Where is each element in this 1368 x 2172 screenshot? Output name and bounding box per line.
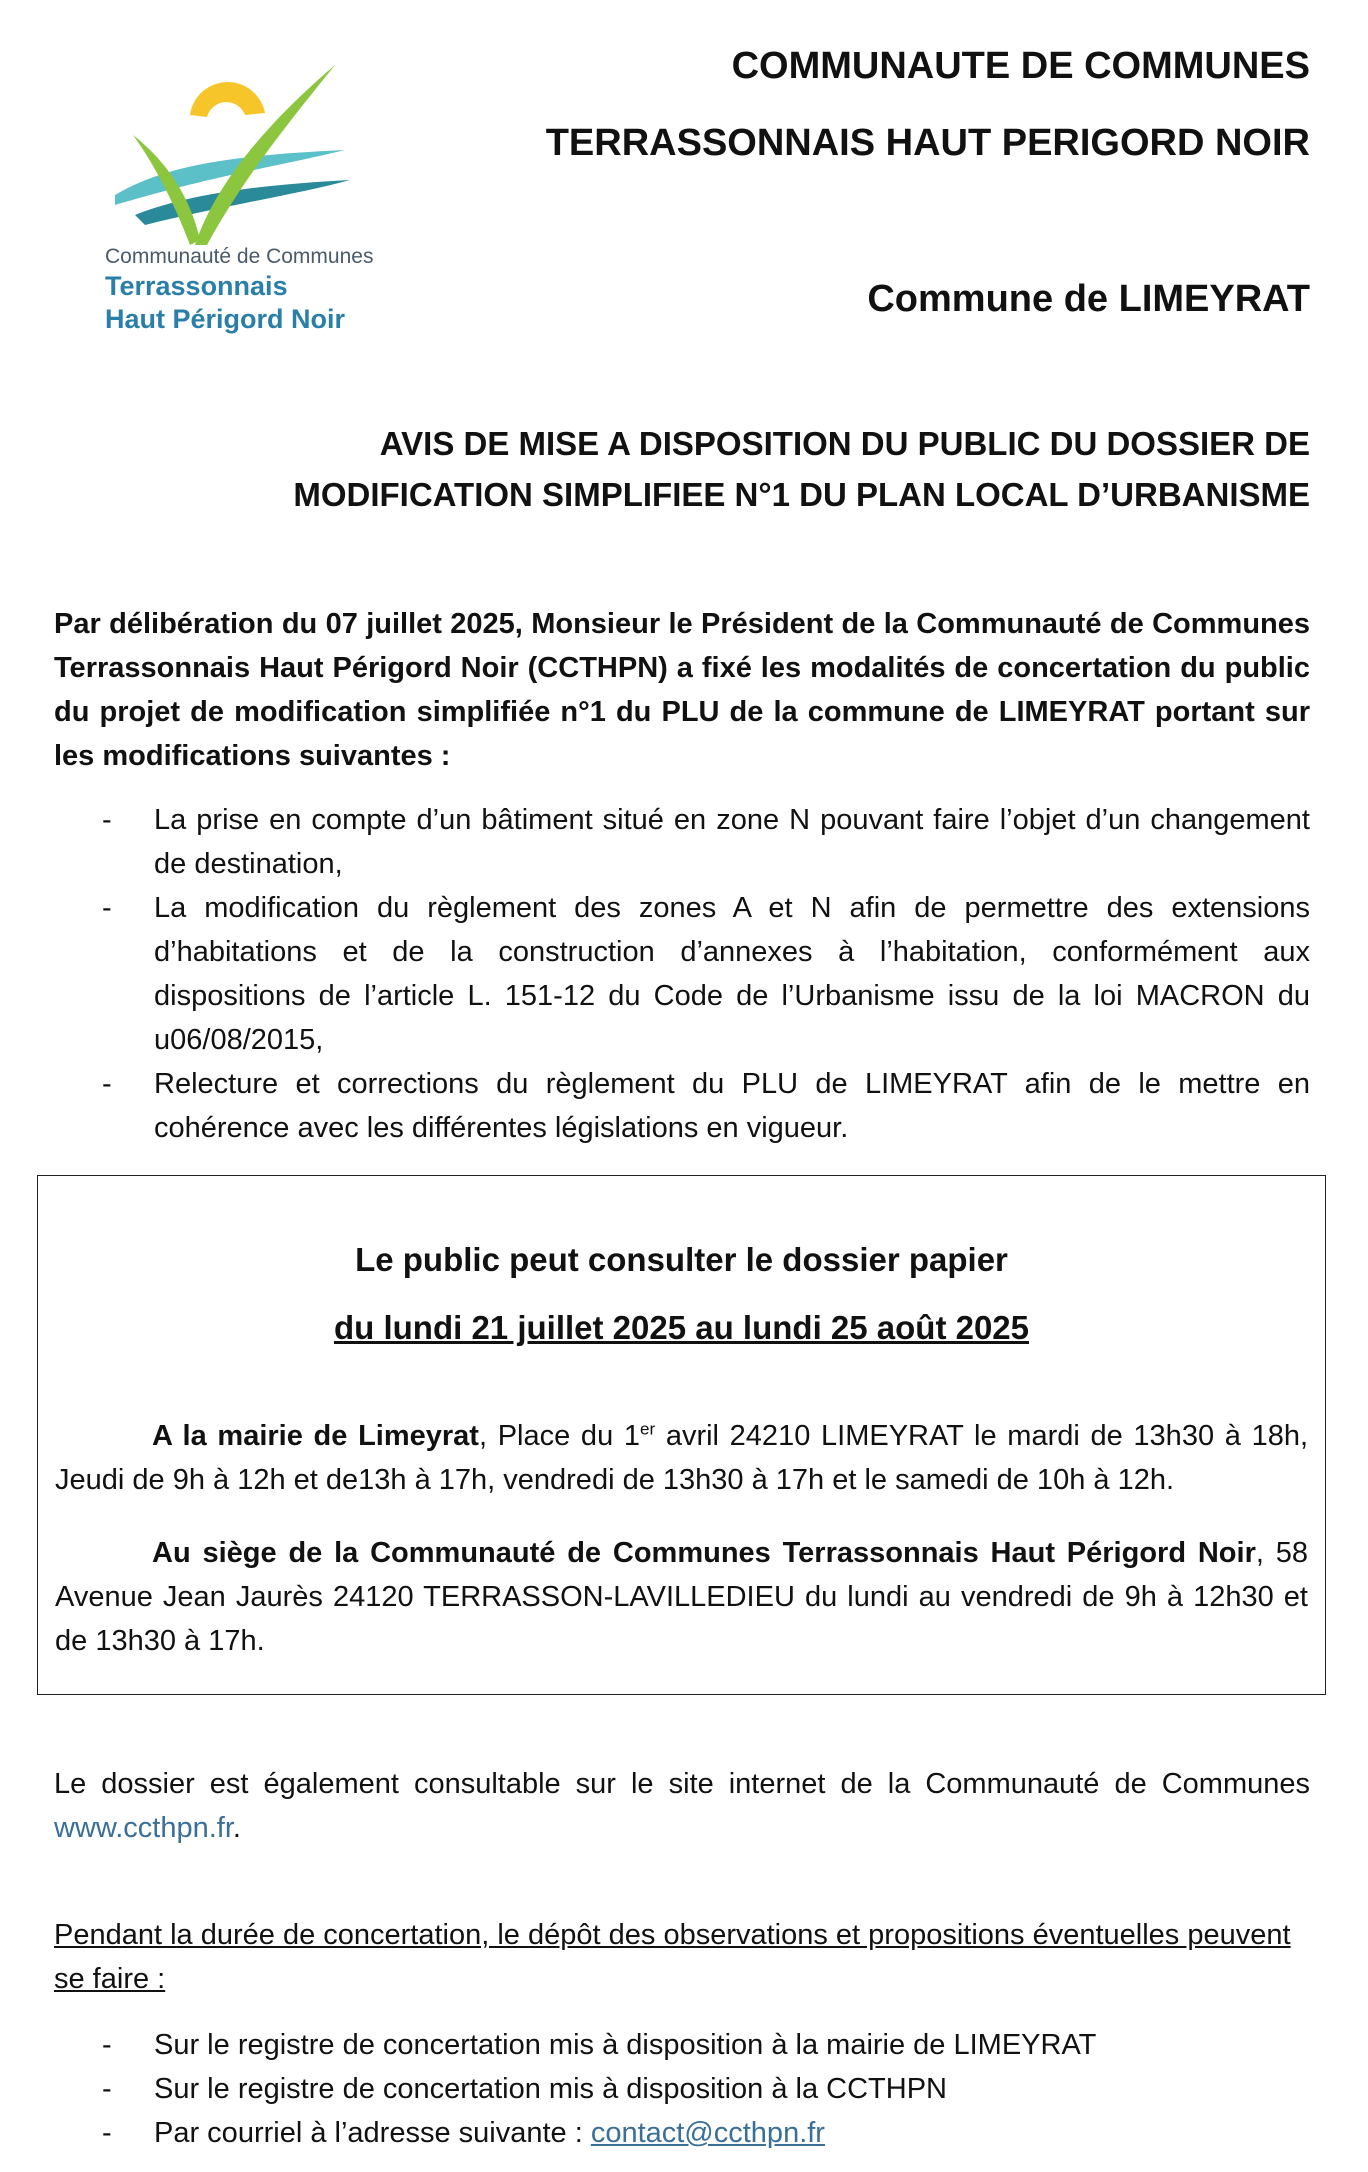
- mairie-sup: er: [640, 1419, 656, 1439]
- list-dash: -: [102, 2073, 112, 2105]
- mairie-text-a: , Place du 1: [478, 1420, 641, 1452]
- siege-label: Au siège de la Communauté de Communes Terrassonnais Haut Périgord Noir: [152, 1537, 1256, 1569]
- consultation-box: [37, 1175, 1326, 1695]
- deposit-list: [54, 2023, 1310, 2155]
- siege-paragraph: [55, 1531, 1308, 1663]
- modifications-list: [54, 798, 1310, 1150]
- email-link[interactable]: contact@ccthpn.fr: [590, 2117, 825, 2149]
- box-heading: Le public peut consulter le dossier papier: [355, 1241, 1008, 1278]
- list-dash: -: [102, 2117, 112, 2149]
- website-after: .: [232, 1812, 241, 1844]
- box-dates: [38, 1309, 1325, 1347]
- header-line-2: TERRASSONNAIS HAUT PERIGORD NOIR: [545, 122, 1310, 164]
- logo-line-3: Haut Périgord Noir: [105, 304, 346, 334]
- list-item: [54, 798, 1310, 886]
- website-paragraph: [54, 1762, 1310, 1850]
- list-item-text: Sur le registre de concertation mis à disposition à la mairie de LIMEYRAT: [154, 2029, 1097, 2061]
- list-item-text: Par courriel à l’adresse suivante :: [154, 2117, 591, 2149]
- list-dash: -: [102, 892, 112, 924]
- list-item-text: La prise en compte d’un bâtiment situé en zone N pouvant faire l’objet d’un changement de destination,: [154, 804, 1310, 880]
- list-item: [54, 886, 1310, 1062]
- logo-sun-icon: [190, 82, 265, 117]
- notice-title: AVIS DE MISE A DISPOSITION DU PUBLIC DU DOSSIER DE MODIFICATION SIMPLIFIEE N°1 DU PLAN LOCAL D’URBANISME: [293, 425, 1310, 513]
- logo-line-1: Communauté de Communes: [105, 245, 374, 268]
- logo-emblem-icon: [95, 55, 385, 245]
- commune-heading: Commune de LIMEYRAT: [867, 278, 1310, 320]
- website-text: Le dossier est également consultable sur le site internet de la Communauté de Communes: [54, 1768, 1310, 1800]
- list-item-text: La modification du règlement des zones A et N afin de permettre des extensions d’habitations et de la construction d’annexes à l’habitation, conformément aux dispositions de l’article L. 151-12 du Code de l’Urbanisme issu de la loi MACRON du u06/08/2015,: [154, 892, 1310, 1056]
- header-line-1: COMMUNAUTE DE COMMUNES: [731, 45, 1310, 87]
- logo-line-2: Terrassonnais: [105, 271, 288, 301]
- list-item: [54, 1062, 1310, 1150]
- list-item: [54, 2111, 1310, 2155]
- list-dash: -: [102, 1068, 112, 1100]
- website-link[interactable]: www.ccthpn.fr: [54, 1812, 233, 1844]
- box-dates-text: du lundi 21 juillet 2025 au lundi 25 août 2025: [333, 1309, 1030, 1346]
- mairie-paragraph: [55, 1414, 1308, 1502]
- intro-paragraph: Par délibération du 07 juillet 2025, Monsieur le Président de la Communauté de Communes Terrassonnais Haut Périgord Noir (CCTHPN) a fixé les modalités de concertation du public du projet de modification simplifiée n°1 du PLU de la commune de LIMEYRAT portant sur les modifications suivantes :: [54, 608, 1310, 772]
- deposit-heading: Pendant la durée de concertation, le dépôt des observations et propositions éventuelles peuvent se faire :: [54, 1919, 1291, 1995]
- list-item: [54, 2023, 1310, 2067]
- ccthpn-logo: [95, 55, 385, 345]
- list-dash: -: [102, 2029, 112, 2061]
- list-item-text: Relecture et corrections du règlement du PLU de LIMEYRAT afin de le mettre en cohérence avec les différentes législations en vigueur.: [154, 1068, 1310, 1144]
- mairie-label: A la mairie de Limeyrat: [152, 1420, 479, 1452]
- mairie-text-b: avril 24210 LIMEYRAT le mardi de 13h30 à 18h, Jeudi de 9h à 12h et de13h à 17h, vendredi de 13h30 à 17h et le samedi de 10h à 12h.: [55, 1420, 1309, 1496]
- list-item-text: Sur le registre de concertation mis à disposition à la CCTHPN: [154, 2073, 947, 2105]
- list-item: [54, 2067, 1310, 2111]
- list-dash: -: [102, 804, 112, 836]
- siege-text: , 58 Avenue Jean Jaurès 24120 TERRASSON-LAVILLEDIEU du lundi au vendredi de 9h à 12h30 et de 13h30 à 17h.: [55, 1537, 1308, 1657]
